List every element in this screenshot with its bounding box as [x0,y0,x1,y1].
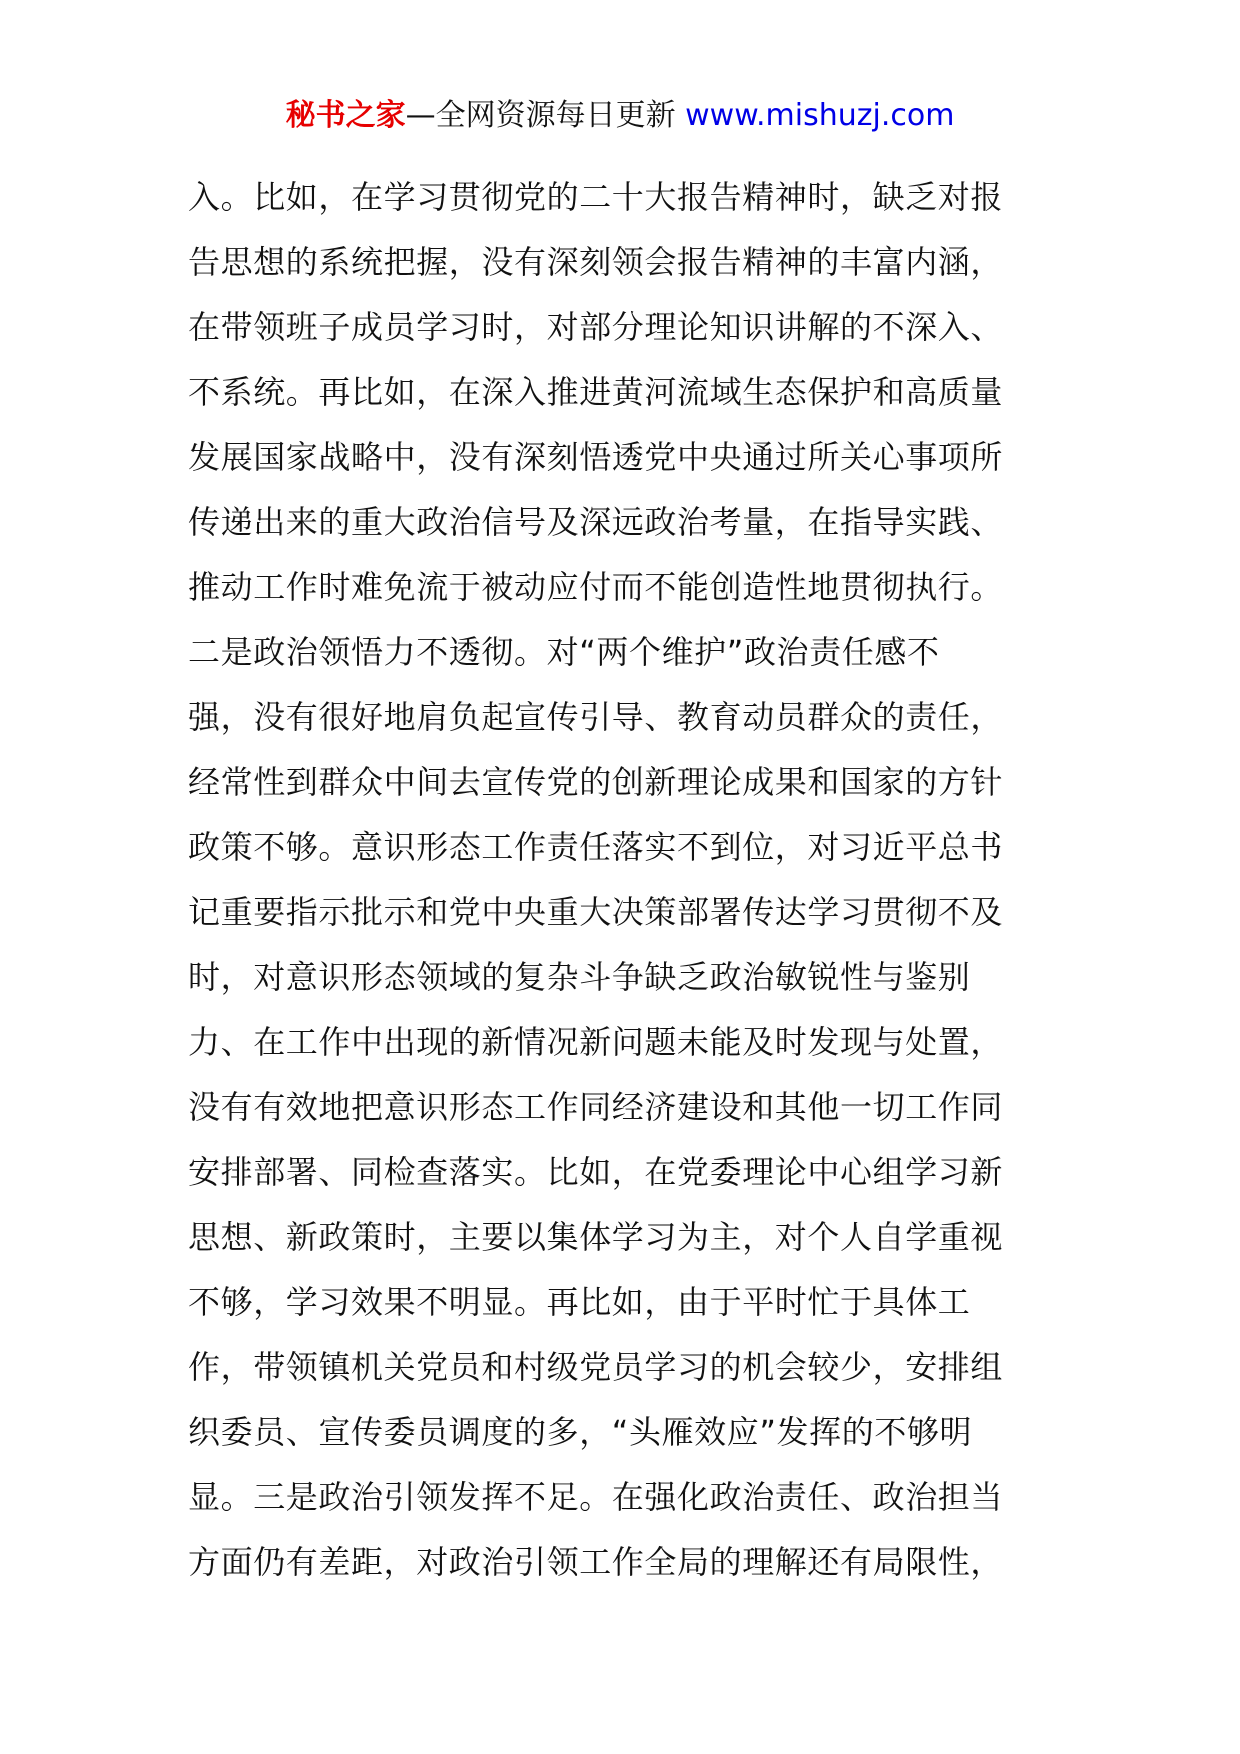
header-slogan: —全网资源每日更新 [405,98,686,133]
text-line: 织委员、宣传委员调度的多，“头雁效应”发挥的不够明 [188,1413,973,1451]
text-line: 告思想的系统把握，没有深刻领会报告精神的丰富内涵， [188,243,1004,281]
header-brand: 秘书之家 [285,98,406,133]
text-line: 传递出来的重大政治信号及深远政治考量，在指导实践、 [188,503,1004,541]
text-line: 记重要指示批示和党中央重大决策部署传达学习贯彻不及 [188,893,1004,931]
header-url-link[interactable]: www.mishuzj.com [685,98,955,133]
text-line: 不够，学习效果不明显。再比如，由于平时忙于具体工 [188,1283,971,1321]
text-line: 思想、新政策时，主要以集体学习为主，对个人自学重视 [188,1218,1004,1256]
text-line: 没有有效地把意识形态工作同经济建设和其他一切工作同 [188,1088,1004,1126]
text-line: 经常性到群众中间去宣传党的创新理论成果和国家的方针 [188,763,1004,801]
text-line: 不系统。再比如，在深入推进黄河流域生态保护和高质量 [188,373,1004,411]
text-line: 力、在工作中出现的新情况新问题未能及时发现与处置， [188,1023,1004,1061]
text-line: 发展国家战略中，没有深刻悟透党中央通过所关心事项所 [188,438,1004,476]
text-line: 显。三是政治引领发挥不足。在强化政治责任、政治担当 [188,1478,1004,1516]
text-line: 时，对意识形态领域的复杂斗争缺乏政治敏锐性与鉴别 [188,958,971,996]
text-line: 强，没有很好地肩负起宣传引导、教育动员群众的责任， [188,698,1004,736]
text-line: 二是政治领悟力不透彻。对“两个维护”政治责任感不 [188,633,940,671]
text-line: 方面仍有差距，对政治引领工作全局的理解还有局限性， [188,1543,1004,1581]
document-body [188,165,1058,1595]
page-header [0,96,1240,136]
text-line: 在带领班子成员学习时，对部分理论知识讲解的不深入、 [188,308,1004,346]
text-line: 入。比如，在学习贯彻党的二十大报告精神时，缺乏对报 [188,178,1004,216]
text-line: 政策不够。意识形态工作责任落实不到位，对习近平总书 [188,828,1004,866]
text-line: 安排部署、同检查落实。比如，在党委理论中心组学习新 [188,1153,1004,1191]
text-line: 作，带领镇机关党员和村级党员学习的机会较少，安排组 [188,1348,1004,1386]
text-line: 推动工作时难免流于被动应付而不能创造性地贯彻执行。 [188,568,1004,606]
